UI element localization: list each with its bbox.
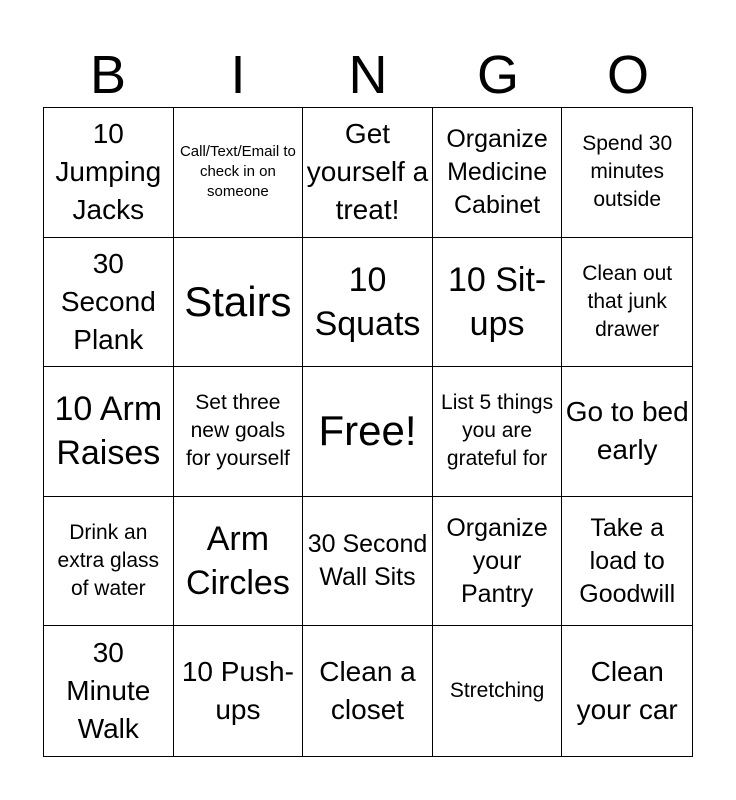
cell-text: Go to bed early <box>565 396 689 466</box>
cell-text: 30 Second Plank <box>60 247 156 355</box>
bingo-cell[interactable] <box>174 626 304 756</box>
cell-text: Clean out that junk drawer <box>582 261 673 341</box>
bingo-cell[interactable] <box>44 497 174 627</box>
bingo-cell[interactable] <box>433 497 563 627</box>
bingo-cell[interactable] <box>303 238 433 368</box>
cell-text: 10 Push-ups <box>181 656 294 726</box>
cell-text: Clean your car <box>576 656 678 726</box>
header-letter-i: I <box>230 45 246 105</box>
bingo-cell[interactable] <box>44 108 174 238</box>
cell-text: Stretching <box>449 679 545 703</box>
cell-text: 10 Jumping Jacks <box>55 118 162 226</box>
cell-text: Stairs <box>184 277 292 325</box>
cell-text: 30 Minute Walk <box>66 637 151 745</box>
bingo-cell[interactable] <box>174 238 304 368</box>
bingo-cell[interactable] <box>433 238 563 368</box>
bingo-cell[interactable] <box>44 238 174 368</box>
cell-text: 10 Squats <box>314 260 421 343</box>
bingo-cell[interactable] <box>303 497 433 627</box>
header-letter-g: G <box>476 45 519 105</box>
header-letter-n: N <box>348 45 388 105</box>
bingo-cell[interactable] <box>303 108 433 238</box>
header-letter-o: O <box>606 45 649 105</box>
bingo-cell[interactable] <box>562 626 692 756</box>
cell-text: Set three new goals for yourself <box>185 391 290 471</box>
cell-text: Arm Circles <box>185 520 290 603</box>
cell-text: Get yourself a treat! <box>306 118 429 226</box>
cell-text: Call/Text/Email to check in on someone <box>179 143 296 201</box>
bingo-cell[interactable] <box>174 367 304 497</box>
cell-text: 10 Sit-ups <box>447 260 547 343</box>
bingo-cell[interactable] <box>433 108 563 238</box>
cell-text: Drink an extra glass of water <box>57 521 160 601</box>
cell-text: 30 Second Wall Sits <box>307 530 428 592</box>
cell-text: Spend 30 minutes outside <box>582 132 673 212</box>
cell-text: Take a load to Goodwill <box>579 513 676 608</box>
bingo-cell[interactable] <box>562 497 692 627</box>
bingo-cell[interactable] <box>562 108 692 238</box>
cell-text: 10 Arm Raises <box>54 390 163 473</box>
bingo-cell[interactable] <box>562 238 692 368</box>
bingo-board <box>43 107 693 757</box>
bingo-cell[interactable] <box>303 626 433 756</box>
header-letter-b: B <box>89 45 127 105</box>
bingo-cell[interactable] <box>562 367 692 497</box>
bingo-cell[interactable] <box>44 367 174 497</box>
cell-text: Organize Medicine Cabinet <box>446 124 548 219</box>
free-space[interactable] <box>303 367 433 497</box>
cell-text: Free! <box>318 407 417 455</box>
cell-text: List 5 things you are grateful for <box>441 391 554 471</box>
cell-text: Clean a closet <box>319 656 416 726</box>
bingo-cell[interactable] <box>174 108 304 238</box>
bingo-cell[interactable] <box>433 367 563 497</box>
bingo-cell[interactable] <box>44 626 174 756</box>
bingo-cell[interactable] <box>174 497 304 627</box>
bingo-cell[interactable] <box>433 626 563 756</box>
cell-text: Organize your Pantry <box>446 513 548 608</box>
bingo-header <box>43 40 693 108</box>
